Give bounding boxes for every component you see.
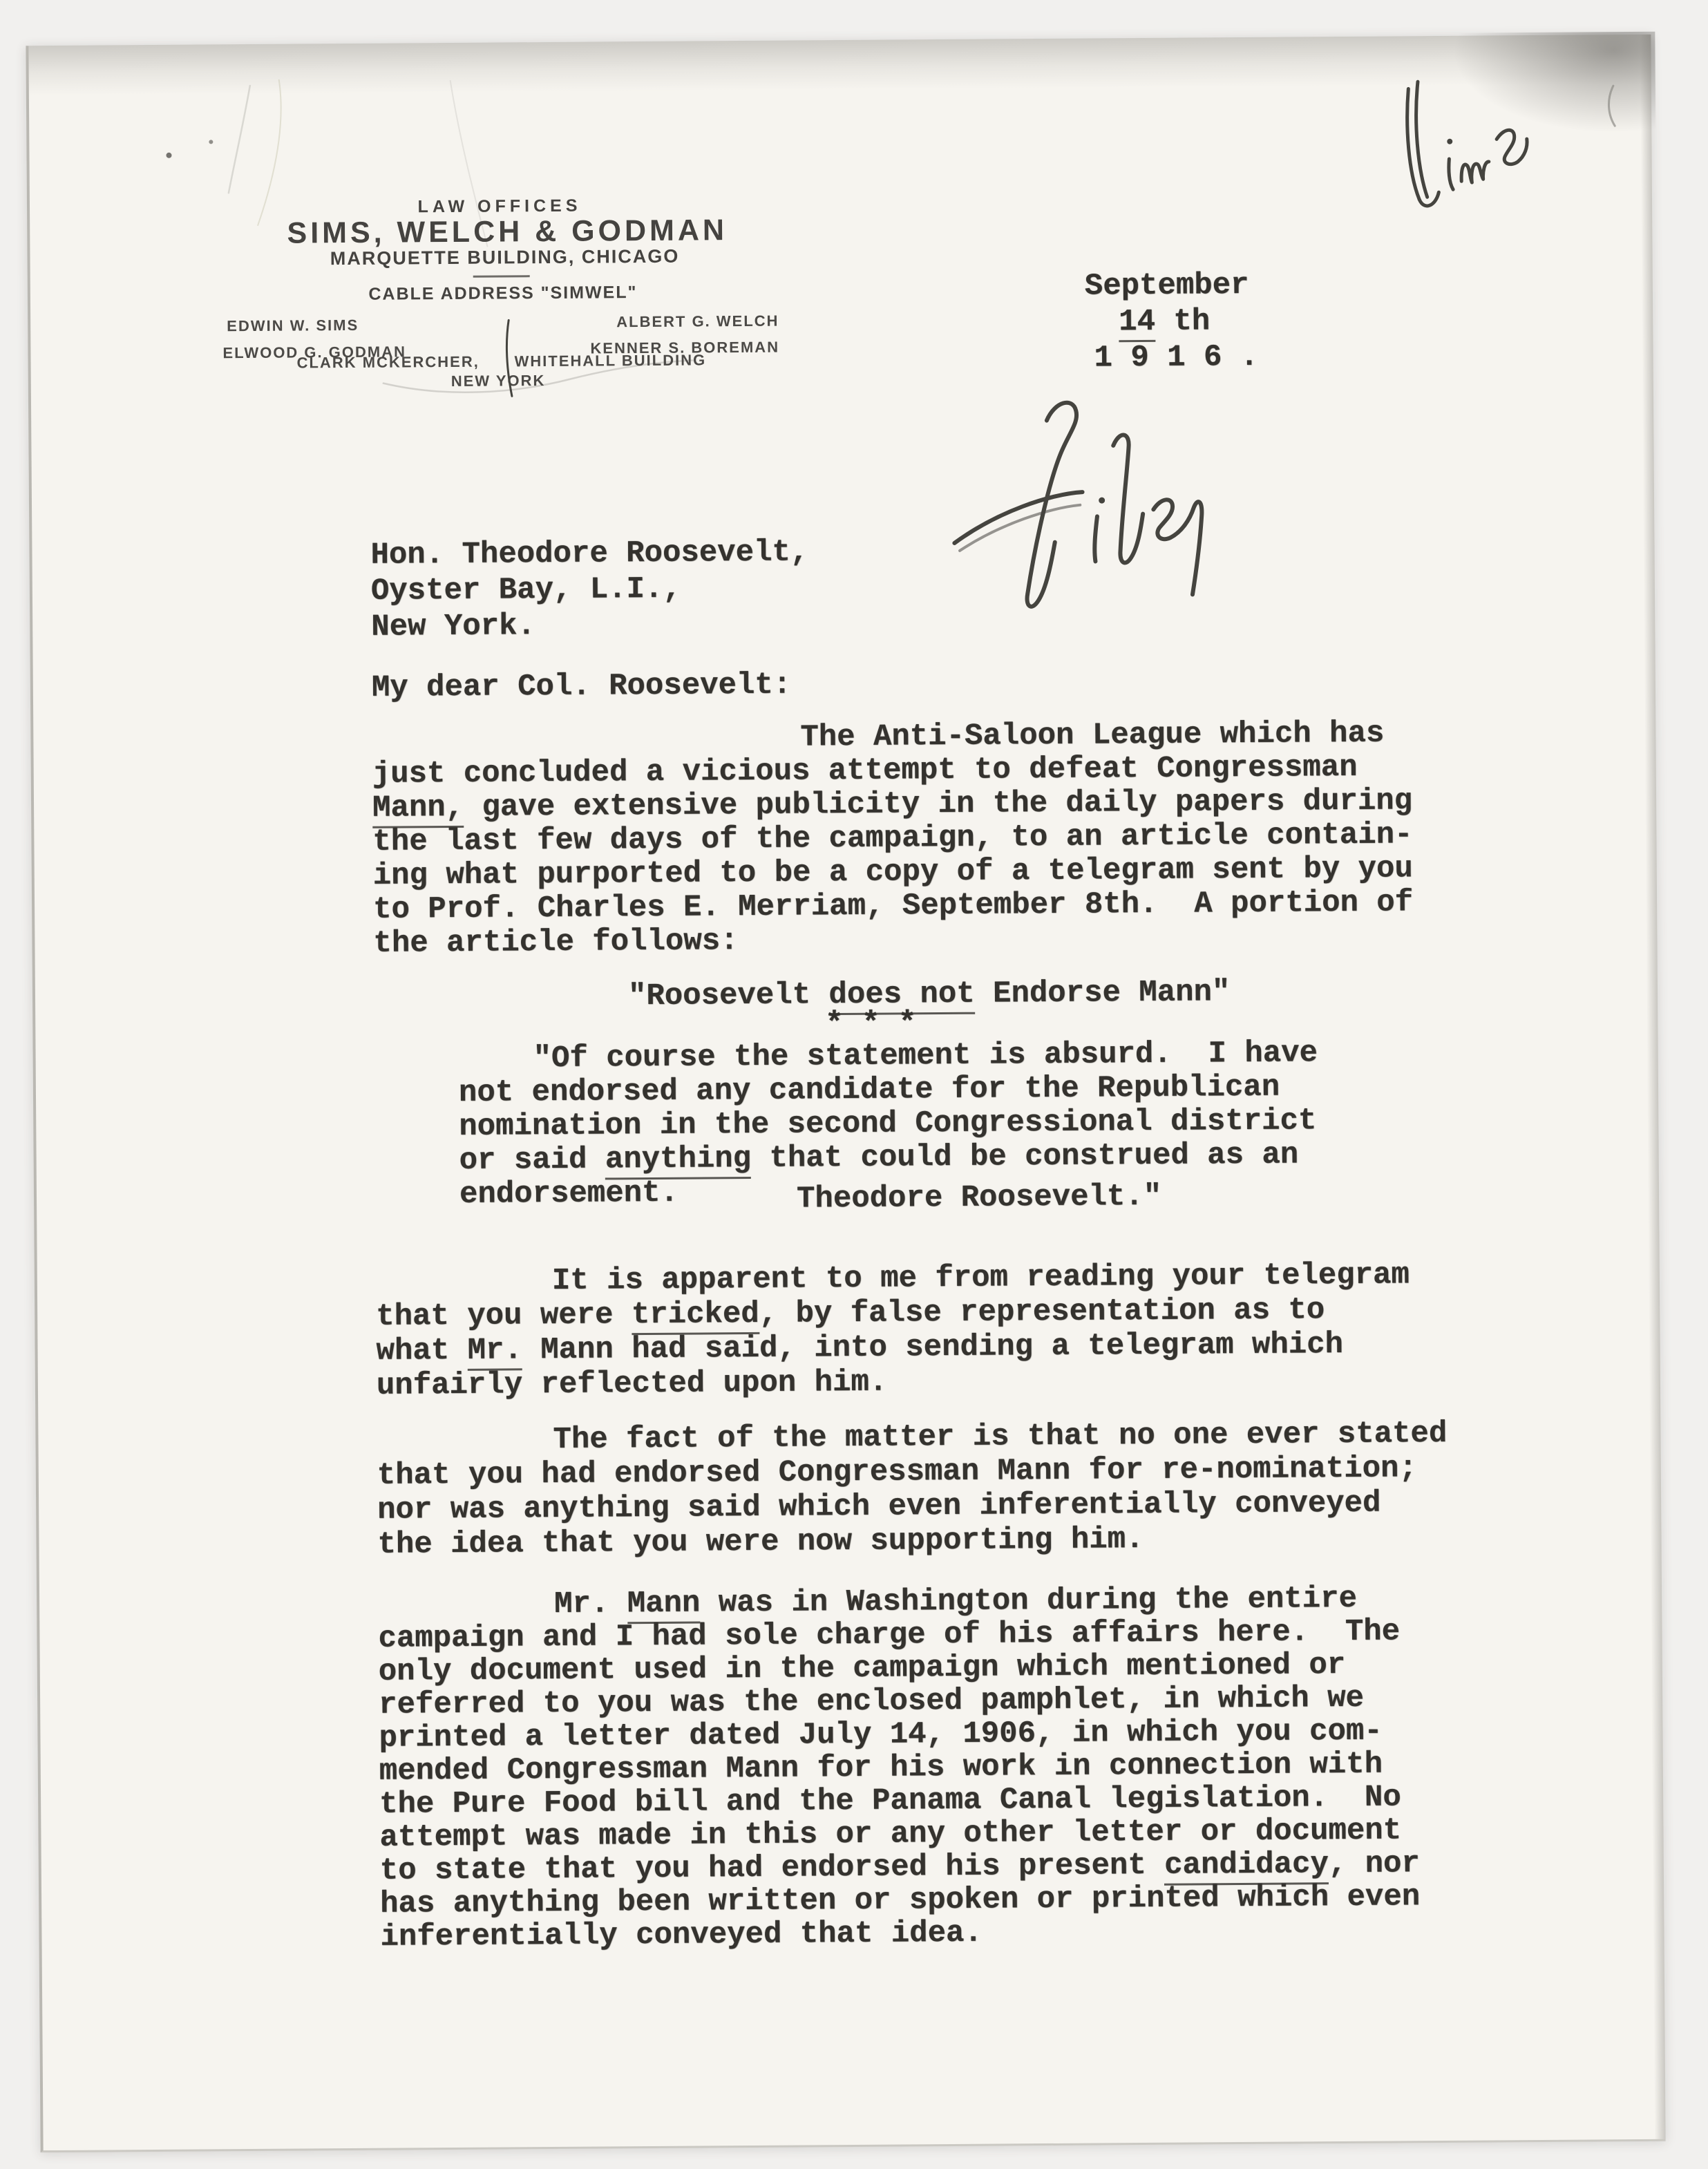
- typed-line: It is apparent to me from reading your telegram: [551, 1258, 1410, 1298]
- typed-line: referred to you was the enclosed pamphlet, in which we: [378, 1680, 1365, 1723]
- typed-line: Oyster Bay, L.I.,: [370, 571, 681, 609]
- date-year: 1 9 1 6 .: [1094, 339, 1259, 376]
- typed-line: campaign and I had sole charge of his affairs here. The: [378, 1614, 1401, 1656]
- quote-stars: * * *: [825, 1006, 917, 1042]
- typed-line: unfairly reflected upon him.: [376, 1365, 888, 1403]
- letterhead-cable-address: CABLE ADDRESS "SIMWEL": [368, 283, 638, 304]
- handwritten-file-note: [915, 386, 1249, 651]
- recipient-address-block: [370, 534, 809, 645]
- quote-headline: "Roosevelt does not Endorse Mann": [627, 975, 1231, 1014]
- typed-line: printed a letter dated July 14, 1906, in which you com-: [379, 1714, 1383, 1756]
- letterhead-partner-elwood-godman: ELWOOD G. GODMAN: [222, 343, 407, 362]
- typed-line: Mann, gave extensive publicity in the daily papers during: [372, 784, 1412, 826]
- typed-line: inferentially conveyed that idea.: [380, 1915, 983, 1955]
- letterhead-ny-building: WHITEHALL BUILDING: [514, 351, 707, 370]
- typed-line: ing what purported to be a copy of a telegram sent by you: [372, 851, 1413, 893]
- letterhead-divider: [473, 275, 530, 278]
- typed-line: that you were tricked, by false representation as to: [376, 1293, 1325, 1334]
- typed-line: mended Congressman Mann for his work in connection with: [379, 1747, 1383, 1789]
- typed-line: attempt was made in this or any other letter or document: [379, 1813, 1402, 1855]
- typed-line: the Pure Food bill and the Panama Canal legislation. No: [379, 1780, 1401, 1822]
- typed-line: The fact of the matter is that no one ever stated: [553, 1416, 1448, 1457]
- quote-signature: Theodore Roosevelt.": [796, 1179, 1162, 1217]
- typed-line: Mr. Mann was in Washington during the entire: [378, 1582, 1418, 1622]
- typed-line: only document used in the campaign which mentioned or: [378, 1647, 1346, 1689]
- paragraph-fact-of-matter: [377, 1417, 1448, 1562]
- letterhead-partner-edwin-sims: EDWIN W. SIMS: [227, 316, 359, 335]
- letterhead-ny-partner: CLARK MCKERCHER,: [296, 352, 480, 372]
- letterhead-firm-name: SIMS, WELCH & GODMAN: [287, 214, 728, 250]
- typed-line: nor was anything said which even inferentially conveyed: [377, 1486, 1381, 1528]
- typed-line: to Prof. Charles E. Merriam, September 8th. A portion of: [372, 885, 1414, 927]
- typed-line: just concluded a vicious attempt to defeat Congressman: [372, 750, 1358, 792]
- letterhead-partner-albert-welch: ALBERT G. WELCH: [616, 312, 779, 331]
- date-day: 14 th: [1119, 304, 1210, 339]
- typed-line: New York.: [371, 609, 536, 645]
- typed-line: to state that you had endorsed his present candidacy, nor: [379, 1846, 1421, 1888]
- typed-line: nomination in the second Congressional district: [459, 1104, 1317, 1144]
- date-month: September: [1084, 267, 1249, 304]
- typed-line: Hon. Theodore Roosevelt,: [370, 535, 809, 573]
- typed-line: The Anti-Saloon League which has: [800, 716, 1385, 755]
- typed-line: the idea that you were now supporting him.: [377, 1522, 1144, 1562]
- handwritten-sims-note: [1328, 63, 1578, 231]
- typed-line: endorsement.: [459, 1175, 679, 1212]
- typed-line: that you had endorsed Congressman Mann for re-nomination;: [377, 1451, 1418, 1493]
- letterhead-ny-city: NEW YORK: [450, 372, 546, 390]
- typed-line: "Of course the statement is absurd. I have: [533, 1036, 1318, 1077]
- salutation: My dear Col. Roosevelt:: [371, 667, 792, 705]
- typed-line: what Mr. Mann had said, into sending a telegram which: [376, 1327, 1410, 1368]
- letterhead-address: MARQUETTE BUILDING, CHICAGO: [330, 245, 680, 269]
- paragraph-tricked: [376, 1258, 1410, 1403]
- letter-paper: [26, 35, 1665, 2152]
- paragraph-mann-washington: [378, 1582, 1421, 1953]
- typed-line: the article follows:: [373, 924, 739, 961]
- typed-line: the last few days of the campaign, to an article contain-: [372, 817, 1413, 860]
- paragraph-anti-saloon: [372, 717, 1413, 960]
- typed-line: not endorsed any candidate for the Republican: [458, 1070, 1280, 1110]
- typed-line: has anything been written or spoken or printed which even: [379, 1879, 1421, 1922]
- typed-line: or said anything that could be construed as an: [459, 1138, 1318, 1178]
- letterhead-partner-kenner-boreman: KENNER S. BOREMAN: [590, 338, 780, 357]
- letterhead-office-type: LAW OFFICES: [417, 196, 582, 217]
- pen-stroke-letterhead: [500, 319, 522, 398]
